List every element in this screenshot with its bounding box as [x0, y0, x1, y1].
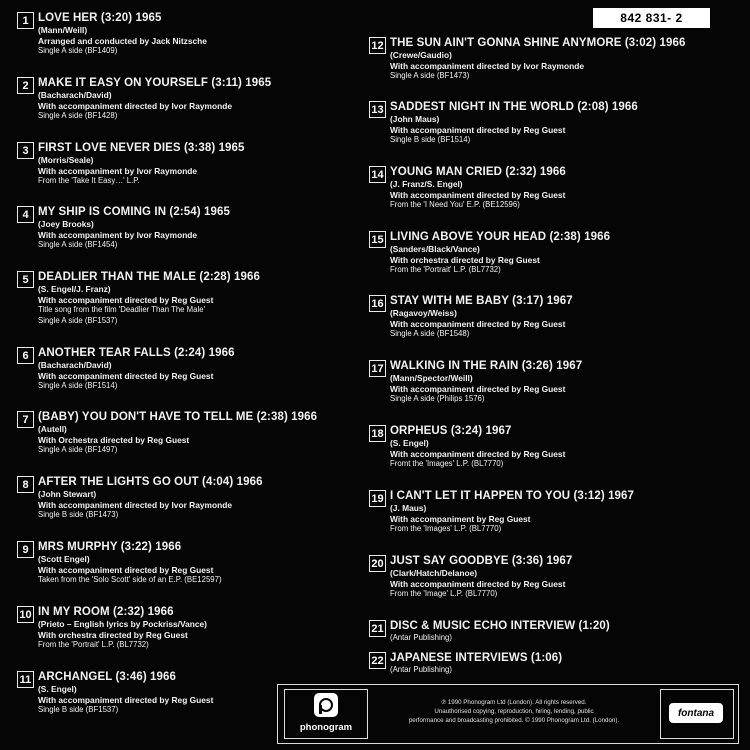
- track-credit: With Orchestra directed by Reg Guest: [38, 434, 190, 445]
- track-writers: (J. Franz/S. Engel): [390, 179, 463, 189]
- track-number: 7: [17, 411, 34, 428]
- track-entry: [17, 142, 362, 187]
- track-number: 3: [17, 142, 34, 159]
- fontana-logo-icon: fontana: [669, 703, 723, 723]
- track-duration: (3:12): [573, 490, 605, 502]
- track-duration: (2:24): [174, 347, 206, 359]
- legal-line: ℗ 1990 Phonogram Ltd (London). All rights reserved.: [441, 699, 587, 706]
- track-title: FIRST LOVE NEVER DIES: [38, 142, 181, 154]
- track-title: ANOTHER TEAR FALLS: [38, 347, 171, 359]
- track-year: 1966: [291, 411, 318, 423]
- track-year: 1967: [546, 295, 573, 307]
- track-release-info: Single A side (BF1548): [390, 329, 470, 338]
- track-release-info: Single A side (BF1409): [38, 46, 118, 55]
- track-credit: With accompaniment directed by Reg Guest: [390, 189, 566, 200]
- track-credit: With accompaniment directed by Reg Guest: [390, 383, 566, 394]
- track-writers: (Ragavoy/Weiss): [390, 308, 457, 318]
- track-duration: (2:32): [505, 166, 537, 178]
- track-release-info: Single A side (BF1497): [38, 445, 118, 454]
- track-entry: [17, 411, 362, 456]
- catalog-number: 842 831- 2: [593, 8, 710, 28]
- track-release-info: (Antar Publishing): [390, 665, 452, 674]
- track-title-line: [38, 142, 362, 155]
- track-entry: [17, 476, 362, 521]
- track-entry: [369, 555, 714, 600]
- track-entry: [369, 620, 714, 644]
- track-number: 1: [17, 12, 34, 29]
- track-duration: (3:36): [511, 555, 544, 567]
- track-writers: (Joey Brooks): [38, 219, 94, 229]
- track-year: 1965: [245, 77, 272, 89]
- track-year: 1966: [659, 37, 686, 49]
- legal-line: Unauthorised copying, reproduction, hiring, lending, public: [434, 708, 594, 715]
- track-release-info: Single B side (BF1537): [38, 705, 119, 714]
- track-title-line: [38, 12, 362, 25]
- track-credit: With accompaniment directed by Reg Guest: [38, 294, 214, 305]
- track-title: MAKE IT EASY ON YOURSELF: [38, 77, 209, 89]
- track-title: IN MY ROOM: [38, 606, 110, 618]
- track-entry: [369, 166, 714, 211]
- legal-notice: [374, 698, 654, 725]
- phonogram-label-name: phonogram: [299, 722, 353, 733]
- track-credit: With accompaniment directed by Reg Guest: [38, 694, 214, 705]
- phonogram-logo-box: [284, 689, 368, 739]
- track-number: 10: [17, 606, 34, 623]
- track-number: 4: [17, 206, 34, 223]
- track-year: 1966: [155, 541, 182, 553]
- track-duration: (3:20): [100, 12, 133, 24]
- track-credit: With accompaniment directed by Ivor Raymonde: [390, 60, 584, 71]
- track-credit: With accompaniment directed by Reg Guest: [390, 578, 566, 589]
- track-writers: (Morris/Seale): [38, 155, 94, 165]
- track-entry: [17, 206, 362, 251]
- track-title-line: [390, 101, 714, 114]
- track-entry: [369, 360, 714, 405]
- track-release-info: Single A side (BF1514): [38, 381, 118, 390]
- track-writers: (S. Engel): [38, 684, 77, 694]
- track-number: 9: [17, 541, 34, 558]
- track-number: 16: [369, 295, 386, 312]
- track-title: DEADLIER THAN THE MALE: [38, 271, 197, 283]
- track-title: ORPHEUS: [390, 425, 448, 437]
- label-footer: [277, 684, 739, 744]
- track-duration: (3:24): [450, 425, 483, 437]
- track-year: 1965: [135, 12, 162, 24]
- track-release-info: Single A side (BF1454): [38, 240, 118, 249]
- track-title: (BABY) YOU DON'T HAVE TO TELL ME: [38, 411, 254, 423]
- track-title-line: [38, 77, 362, 90]
- track-title: LOVE HER: [38, 12, 98, 24]
- track-year: 1966: [236, 476, 263, 488]
- track-credit: With orchestra directed by Reg Guest: [390, 254, 540, 265]
- track-title: AFTER THE LIGHTS GO OUT: [38, 476, 199, 488]
- track-release-info: From the 'Portrait' L.P. (BL7732): [38, 640, 149, 649]
- track-writers: (J. Maus): [390, 503, 427, 513]
- track-number: 18: [369, 425, 386, 442]
- track-duration: (1:20): [578, 620, 610, 632]
- track-year: 1966: [539, 166, 566, 178]
- track-credit: With accompaniment directed by Reg Guest: [390, 318, 566, 329]
- track-credit: With accompaniment directed by Reg Guest: [390, 124, 566, 135]
- track-title-line: [390, 490, 714, 503]
- track-number: 5: [17, 271, 34, 288]
- track-year: 1967: [608, 490, 635, 502]
- track-entry: [369, 652, 714, 676]
- track-year: 1967: [546, 555, 573, 567]
- track-release-info: Single A side (Philips 1576): [390, 394, 485, 403]
- track-title-line: [390, 555, 714, 568]
- track-entry: [369, 425, 714, 470]
- track-title-line: [38, 541, 362, 554]
- track-year: 1966: [150, 671, 177, 683]
- track-year: 1966: [147, 606, 174, 618]
- track-entry: [17, 541, 362, 586]
- track-year: 1965: [203, 206, 230, 218]
- track-duration: (2:28): [199, 271, 231, 283]
- track-entry: [17, 606, 362, 651]
- track-title-line: [38, 347, 362, 360]
- legal-line: performance and broadcasting prohibited. © 1990 Phonogram Ltd. (London).: [408, 717, 620, 724]
- track-writers: (Bacharach/David): [38, 360, 112, 370]
- track-number: 11: [17, 671, 34, 688]
- track-entry: [369, 231, 714, 276]
- track-title-line: [38, 476, 362, 489]
- track-duration: (4:04): [202, 476, 234, 488]
- track-duration: (2:32): [113, 606, 145, 618]
- track-entry: [369, 490, 714, 535]
- track-credit: With orchestra directed by Reg Guest: [38, 629, 188, 640]
- track-duration: (2:54): [169, 206, 201, 218]
- track-title-line: [390, 620, 714, 633]
- track-year: 1966: [611, 101, 638, 113]
- track-writers: (John Stewart): [38, 489, 97, 499]
- track-title-line: [390, 652, 714, 665]
- track-duration: (3:46): [115, 671, 147, 683]
- track-writers: (Clark/Hatch/Delanoe): [390, 568, 478, 578]
- track-writers: (S. Engel): [390, 438, 429, 448]
- track-number: 20: [369, 555, 386, 572]
- track-writers: (Autell): [38, 424, 67, 434]
- track-writers: (John Maus): [390, 114, 440, 124]
- track-credit: With accompaniment by Ivor Raymonde: [38, 229, 198, 240]
- track-writers: (Crewe/Gaudio): [390, 50, 452, 60]
- track-duration: (3:38): [183, 142, 216, 154]
- track-release-info: Title song from the film 'Deadlier Than The Male': [38, 305, 206, 314]
- track-entry: [17, 347, 362, 392]
- track-title-line: [390, 425, 714, 438]
- track-title-line: [38, 606, 362, 619]
- track-year: 1966: [208, 347, 235, 359]
- track-release-info: From the 'Take It Easy…' L.P.: [38, 176, 140, 185]
- track-title-line: [390, 295, 714, 308]
- track-title-line: [390, 231, 714, 244]
- track-credit: With accompaniment directed by Reg Guest: [38, 564, 214, 575]
- track-duration: (3:22): [120, 541, 152, 553]
- track-year: 1966: [233, 271, 260, 283]
- track-release-info: From the 'I Need You' E.P. (BE12596): [390, 200, 520, 209]
- track-year: 1967: [485, 425, 512, 437]
- track-number: 12: [369, 37, 386, 54]
- track-writers: (Sanders/Black/Vance): [390, 244, 480, 254]
- track-release-info: From the 'Images' L.P. (BL7770): [390, 524, 502, 533]
- track-duration: (2:38): [256, 411, 288, 423]
- track-title-line: [38, 206, 362, 219]
- track-duration: (3:11): [211, 77, 242, 89]
- track-duration: (1:06): [530, 652, 563, 664]
- track-year: 1966: [584, 231, 611, 243]
- track-title: ARCHANGEL: [38, 671, 113, 683]
- track-title-line: [38, 671, 362, 684]
- track-credit: With accompaniment directed by Reg Guest: [38, 370, 214, 381]
- track-release-info: Fromt the 'Images' L.P. (BL7770): [390, 459, 504, 468]
- track-credit: With accompaniment by Ivor Raymonde: [38, 165, 198, 176]
- track-credit: With accompaniment directed by Reg Guest: [390, 448, 566, 459]
- track-duration: (2:38): [549, 231, 581, 243]
- track-writers: (S. Engel/J. Franz): [38, 284, 111, 294]
- track-writers: (Mann/Spector/Weill): [390, 373, 473, 383]
- track-release-info: (Antar Publishing): [390, 633, 452, 642]
- track-title: JUST SAY GOODBYE: [390, 555, 509, 567]
- track-release-info: Single A side (BF1428): [38, 111, 118, 120]
- track-title: I CAN'T LET IT HAPPEN TO YOU: [390, 490, 571, 502]
- track-credit: With accompaniment directed by Ivor Raymonde: [38, 100, 232, 111]
- track-duration: (3:17): [512, 295, 544, 307]
- track-duration: (2:08): [577, 101, 609, 113]
- track-writers: (Scott Engel): [38, 554, 90, 564]
- track-title: MY SHIP IS COMING IN: [38, 206, 167, 218]
- track-title-line: [390, 360, 714, 373]
- track-year: 1967: [556, 360, 583, 372]
- track-number: 22: [369, 652, 386, 669]
- track-number: 6: [17, 347, 34, 364]
- track-number: 8: [17, 476, 34, 493]
- track-year: 1965: [218, 142, 245, 154]
- track-number: 19: [369, 490, 386, 507]
- track-entry: [369, 37, 714, 82]
- track-title: DISC & MUSIC ECHO INTERVIEW: [390, 620, 576, 632]
- track-duration: (3:02): [624, 37, 657, 49]
- track-writers: (Mann/Weill): [38, 25, 88, 35]
- track-title: LIVING ABOVE YOUR HEAD: [390, 231, 547, 243]
- track-credit: With accompaniment by Reg Guest: [390, 513, 531, 524]
- track-number: 13: [369, 101, 386, 118]
- track-release-info: From the 'Portrait' L.P. (BL7732): [390, 265, 501, 274]
- track-title: YOUNG MAN CRIED: [390, 166, 503, 178]
- track-number: 15: [369, 231, 386, 248]
- track-title: SADDEST NIGHT IN THE WORLD: [390, 101, 575, 113]
- track-title-line: [390, 37, 714, 50]
- track-release-info: Single B side (BF1514): [390, 135, 471, 144]
- track-title-line: [390, 166, 714, 179]
- phonogram-logo-icon: [314, 693, 338, 717]
- track-entry: [17, 12, 362, 57]
- track-release-info: Taken from the 'Solo Scott' side of an E.P. (BE12597): [38, 575, 222, 584]
- track-title-line: [38, 271, 362, 284]
- fontana-logo-box: [660, 689, 734, 739]
- track-number: 17: [369, 360, 386, 377]
- track-number: 21: [369, 620, 386, 637]
- track-release-info: From the 'Image' L.P. (BL7770): [390, 589, 498, 598]
- track-title: THE SUN AIN'T GONNA SHINE ANYMORE: [390, 37, 622, 49]
- track-duration: (3:26): [521, 360, 553, 372]
- track-title-line: [38, 411, 362, 424]
- track-credit: Arranged and conducted by Jack Nitzsche: [38, 35, 207, 46]
- track-entry: [369, 295, 714, 340]
- track-entry: [17, 77, 362, 122]
- track-credit: With accompaniment directed by Ivor Raymonde: [38, 499, 232, 510]
- track-title: MRS MURPHY: [38, 541, 118, 553]
- track-release-info: Single A side (BF1537): [38, 315, 118, 325]
- track-title: JAPANESE INTERVIEWS: [390, 652, 528, 664]
- track-entry: [369, 101, 714, 146]
- track-writers: (Bacharach/David): [38, 90, 112, 100]
- track-number: 2: [17, 77, 34, 94]
- track-number: 14: [369, 166, 386, 183]
- track-title: STAY WITH ME BABY: [390, 295, 509, 307]
- track-writers: (Prieto – English lyrics by Pockriss/Vance): [38, 619, 207, 629]
- track-release-info: Single A side (BF1473): [390, 71, 470, 80]
- track-title: WALKING IN THE RAIN: [390, 360, 519, 372]
- track-release-info: Single B side (BF1473): [38, 510, 119, 519]
- track-entry: [17, 271, 362, 326]
